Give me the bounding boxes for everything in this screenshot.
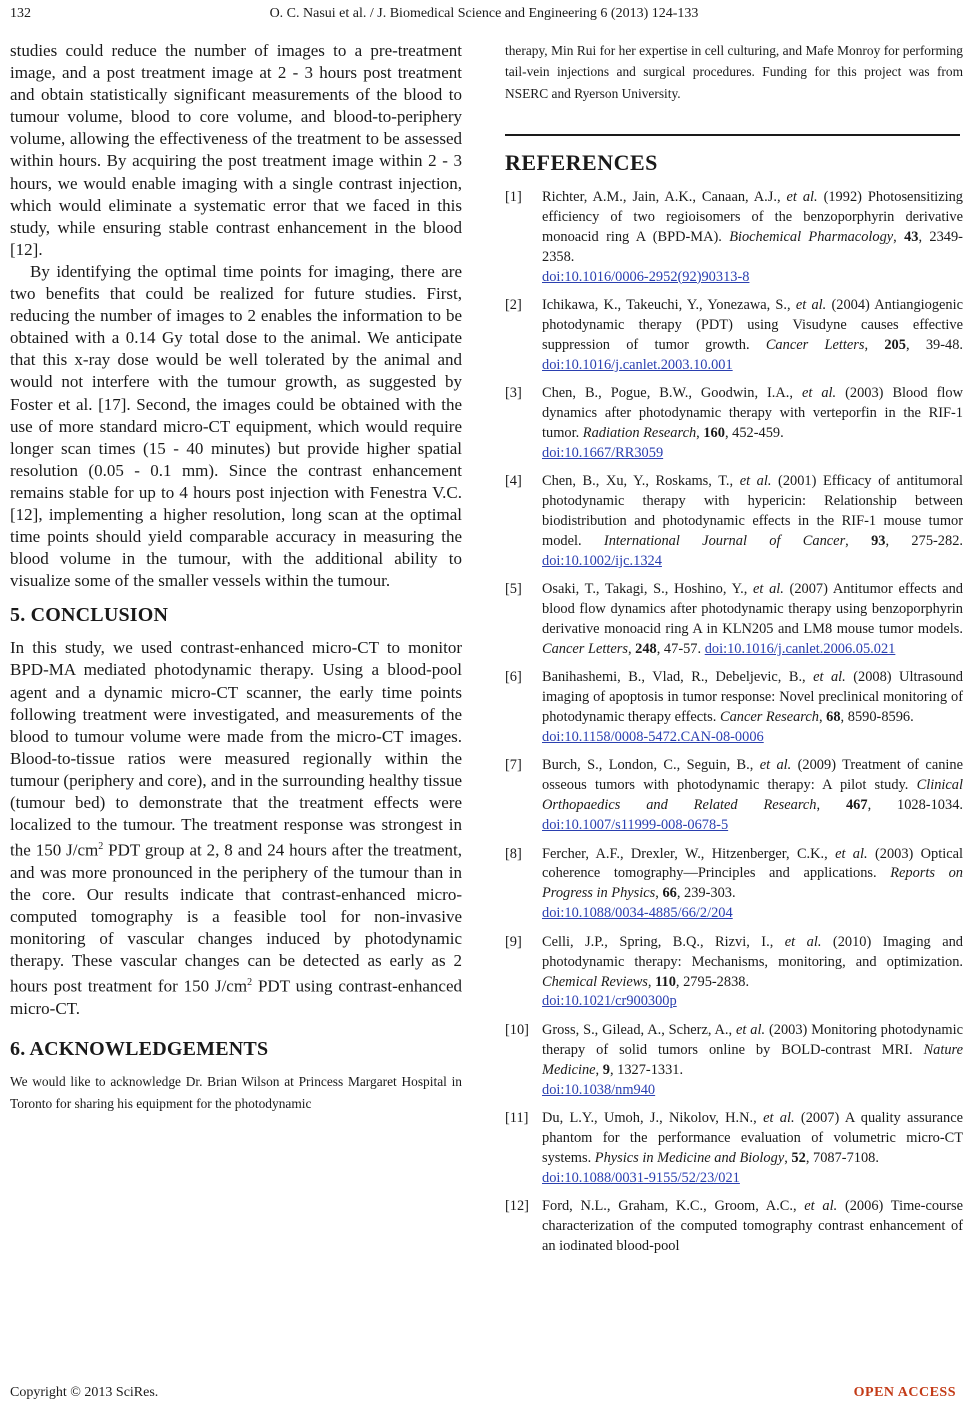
reference-authors: Gross, S., Gilead, A., Scherz, A., <box>542 1021 736 1038</box>
reference-pages: , 8590-8596. <box>840 709 914 726</box>
reference-pages: , 1028-1034. <box>867 797 963 814</box>
reference-title: (2008) Ultrasound imaging of apoptosis in tumor response: Novel preclinical monitoring of photodynamic therapy effects. <box>542 669 964 726</box>
reference-separator: , <box>816 797 846 814</box>
reference-item <box>505 1021 963 1101</box>
reference-separator: , <box>647 973 656 990</box>
page-header <box>0 0 968 30</box>
reference-title: (2004) Antiangiogenic photodynamic therapy (PDT) using Visudyne causes effective suppression of tumor growth. <box>542 296 963 353</box>
discussion-paragraph-2: By identifying the optimal time points for imaging, there are two benefits that could be realized for future studies. First, reducing the number of images to 2 enables the information to be obtained with a 0.14 Gy total dose to the animal. We anticipate that this x-ray dose would be well tolerated by the animal and would not interfere with the tumour growth, as suggested by Foster et al. [17]. Second, the images could be obtained with the use of more standard micro-CT equipment, which would require longer scan times (15 - 40 minutes) but provide higher spatial resolution (0.05 - 0.1 mm). Since the contrast enhancement remains stable for up to 4 hours post injection with Fenestra V.C. [12], implementing a higher resolution, long scan at the optimal time points should yield comparable accuracy in measuring the blood volume in the tumour, with the additional ability to visualize some of the smaller vessels within the tumour. <box>10 261 462 591</box>
reference-title: (2007) Antitumor effects and blood flow dynamics after photodynamic therapy using benzoporphyrin derivative monoacid ring A in KLN205 and LM8 mouse tumor models. <box>542 581 964 638</box>
reference-doi-link[interactable]: doi:10.1016/0006-2952(92)90313-8 <box>542 268 750 285</box>
reference-etal: et al. <box>784 933 822 950</box>
reference-etal: et al. <box>801 385 837 402</box>
reference-journal: Reports on Progress in Physics <box>542 865 963 902</box>
reference-etal: et al. <box>835 845 868 862</box>
reference-item <box>505 668 963 748</box>
reference-title: (1992) Photosensitizing efficiency of two regioisomers of the benzoporphyrin derivative monoacid ring A (BPD-MA). <box>542 188 964 245</box>
copyright-notice: Copyright © 2013 SciRes. <box>10 1385 159 1400</box>
reference-volume: 160 <box>703 424 725 441</box>
reference-separator: , <box>845 532 872 549</box>
reference-item <box>505 1109 963 1189</box>
reference-number: [8] <box>505 845 522 862</box>
open-access-badge: OPEN ACCESS <box>853 1385 956 1400</box>
reference-item <box>505 472 963 572</box>
conclusion-heading: 5. CONCLUSION <box>10 604 169 627</box>
reference-number: [2] <box>505 296 522 313</box>
reference-volume: 43 <box>904 228 919 245</box>
reference-volume: 9 <box>602 1061 610 1078</box>
reference-item <box>505 756 963 836</box>
reference-number: [5] <box>505 581 522 598</box>
right-column <box>505 40 963 1265</box>
reference-pages: , 239-303. <box>676 885 736 902</box>
acknowledgements-heading: 6. ACKNOWLEDGEMENTS <box>10 1038 269 1061</box>
reference-volume: 52 <box>791 1149 806 1166</box>
reference-doi-link[interactable]: doi:10.1016/j.canlet.2006.05.021 <box>704 640 896 657</box>
reference-title: (2003) Blood flow dynamics after photodynamic therapy with verteporfin in the RIF-1 tumor. <box>542 385 963 441</box>
acknowledgements-text: We would like to acknowledge Dr. Brian Wilson at Princess Margaret Hospital in Toronto for sharing his equipment for the photodynamic <box>10 1074 462 1111</box>
reference-doi-link[interactable]: doi:10.1002/ijc.1324 <box>542 552 662 569</box>
reference-title: (2010) Imaging and photodynamic therapy: Mechanisms, monitoring, and optimization. <box>542 933 963 970</box>
reference-volume: 66 <box>662 885 677 902</box>
reference-etal: et al. <box>813 669 846 686</box>
reference-separator: , <box>655 885 663 902</box>
reference-etal: et al. <box>804 1198 838 1215</box>
reference-doi-link[interactable]: doi:10.1088/0034-4885/66/2/204 <box>542 905 733 922</box>
reference-item <box>505 1197 963 1257</box>
reference-volume: 110 <box>655 973 676 990</box>
reference-pages: , 452-459. <box>724 424 784 441</box>
reference-pages: , 275-282. <box>885 532 963 549</box>
reference-etal: et al. <box>753 581 784 598</box>
reference-journal: Cancer Research <box>719 709 819 726</box>
reference-item <box>505 384 963 464</box>
reference-pages: , 47-57. <box>656 640 705 657</box>
reference-item <box>505 580 963 660</box>
reference-doi-link[interactable]: doi:10.1021/cr900300p <box>542 993 677 1010</box>
references-heading: REFERENCES <box>505 149 658 175</box>
reference-separator: , <box>627 640 636 657</box>
reference-etal: et al. <box>736 1021 766 1038</box>
reference-title: (2001) Efficacy of antitumoral photodynamic therapy with hypericin: Relationship between biodistribution and photodynamic effects in the RIF-1 mouse tumor model. <box>542 473 963 549</box>
reference-etal: et al. <box>795 296 827 313</box>
reference-journal: Cancer Letters <box>765 336 865 353</box>
reference-journal: Biochemical Pharmacology <box>729 228 894 245</box>
reference-doi-link[interactable]: doi:10.1007/s11999-008-0678-5 <box>542 817 729 834</box>
reference-authors: Celli, J.P., Spring, B.Q., Rizvi, I., <box>542 933 785 950</box>
reference-separator: , <box>864 336 885 353</box>
reference-separator: , <box>818 709 827 726</box>
left-column <box>10 40 462 1114</box>
reference-number: [1] <box>505 188 522 205</box>
reference-number: [12] <box>505 1198 529 1215</box>
page-footer <box>0 1385 968 1409</box>
reference-doi-link[interactable]: doi:10.1158/0008-5472.CAN-08-0006 <box>542 729 764 746</box>
reference-journal: Cancer Letters <box>542 640 628 657</box>
reference-number: [3] <box>505 385 522 402</box>
reference-item <box>505 845 963 925</box>
reference-volume: 93 <box>871 532 886 549</box>
reference-pages: , 1327-1331. <box>609 1061 684 1078</box>
reference-doi-link[interactable]: doi:10.1667/RR3059 <box>542 444 664 461</box>
reference-journal: Radiation Research <box>582 424 697 441</box>
reference-journal: Physics in Medicine and Biology <box>594 1149 785 1166</box>
reference-authors: Osaki, T., Takagi, S., Hoshino, Y., <box>542 581 753 598</box>
reference-number: [6] <box>505 669 522 686</box>
running-title: O. C. Nasui et al. / J. Biomedical Science and Engineering 6 (2013) 124-133 <box>269 6 699 21</box>
reference-authors: Fercher, A.F., Drexler, W., Hitzenberger, C.K., <box>542 845 836 862</box>
reference-journal: Chemical Reviews <box>542 973 648 990</box>
acknowledgements-continued: therapy, Min Rui for her expertise in cell culturing, and Mafe Monroy for performing tail-vein injections and surgical procedures. Funding for this project was from NSERC and Ryerson University. <box>505 43 963 101</box>
reference-number: [11] <box>505 1109 529 1126</box>
reference-separator: , <box>784 1149 792 1166</box>
reference-item <box>505 296 963 376</box>
reference-pages: , 39-48. <box>905 336 963 353</box>
reference-authors: Ichikawa, K., Takeuchi, Y., Yonezawa, S., <box>542 296 796 313</box>
reference-title: (2009) Treatment of canine osseous tumors with photodynamic therapy: A pilot study. <box>542 757 963 794</box>
reference-separator: , <box>595 1061 603 1078</box>
reference-item <box>505 188 963 288</box>
reference-doi-link[interactable]: doi:10.1088/0031-9155/52/23/021 <box>542 1169 740 1186</box>
reference-number: [9] <box>505 933 522 950</box>
reference-doi-link[interactable]: doi:10.1016/j.canlet.2003.10.001 <box>542 356 733 373</box>
reference-pages: , 2795-2838. <box>675 973 750 990</box>
reference-etal: et al. <box>759 757 792 774</box>
page-number: 132 <box>10 6 31 21</box>
reference-authors: Chen, B., Xu, Y., Roskams, T., <box>542 473 740 490</box>
reference-title: (2007) A quality assurance phantom for the performance evaluation of volumetric micro-CT systems. <box>542 1109 963 1166</box>
reference-etal: et al. <box>739 473 772 490</box>
reference-journal: Clinical Orthopaedics and Related Research <box>542 777 963 814</box>
reference-etal: et al. <box>786 188 818 205</box>
reference-volume: 68 <box>826 709 841 726</box>
discussion-paragraph-1: studies could reduce the number of images to a pre-treatment image, and a post treatment image at 2 - 3 hours post treatment and obtain statistically significant measurements of the blood to tumour volume, blood to core volume, and blood-to-periphery volume, allowing the effectiveness of the treatment to be assessed within hours. By acquiring the post treatment image within 2 - 3 hours, we would enable imaging with a single contrast injection, which would eliminate a systematic error that we faced in this study, while ensuring stable contrast enhancement in the blood [12]. <box>10 41 462 259</box>
reference-title: (2006) Time-course characterization of the computed tomography contrast enhancement of an iodinated blood-pool <box>542 1198 963 1254</box>
reference-authors: Banihashemi, B., Vlad, R., Debeljevic, B., <box>542 669 814 686</box>
reference-authors: Ford, N.L., Graham, K.C., Groom, A.C., <box>542 1198 805 1215</box>
reference-number: [10] <box>505 1021 529 1038</box>
conclusion-paragraph: In this study, we used contrast-enhanced micro-CT to monitor BPD-MA mediated photodynamic therapy. Using a blood-pool agent and a dynamic micro-CT scanner, the early time points following treatment were investigated, and measurements of the blood to tumour volume were made from the micro-CT images. Blood-to-tissue ratios were measured regionally within the tumour (periphery and core), and in the surrounding healthy tissue (tumour bed) to demonstrate that the treatment effects were localized to the tumour. The treatment response was strongest in the 150 $J/cm^2$ PDT group at 2, 8 and 24 hours after the treatment, and was more pronounced in the periphery of the tumour than in the core. Our results indicate that contrast-enhanced micro-computed tomography is a feasible tool for non-invasive monitoring of vascular changes induced by photodynamic therapy. These vascular changes can be detected as early as 2 hours post treatment for 150 $J/cm^2$ PDT using contrast-enhanced micro-CT. <box>10 638 462 1019</box>
reference-item <box>505 933 963 1013</box>
reference-etal: et al. <box>763 1109 795 1126</box>
reference-title: (2003) Optical coherence tomography—Principles and applications. <box>542 845 964 882</box>
reference-authors: Burch, S., London, C., Seguin, B., <box>542 757 760 774</box>
reference-pages: , 2349-2358. <box>542 228 963 265</box>
reference-authors: Du, L.Y., Umoh, J., Nikolov, H.N., <box>542 1109 764 1126</box>
reference-volume: 248 <box>635 640 657 657</box>
reference-authors: Richter, A.M., Jain, A.K., Canaan, A.J., <box>542 188 787 205</box>
reference-pages: , 7087-7108. <box>805 1149 879 1166</box>
reference-separator: , <box>893 228 905 245</box>
reference-journal: Nature Medicine <box>542 1041 963 1078</box>
reference-title: (2003) Monitoring photodynamic therapy of solid tumors online by BOLD-contrast MRI. <box>542 1021 963 1058</box>
reference-authors: Chen, B., Pogue, B.W., Goodwin, I.A., <box>542 385 802 402</box>
reference-volume: 205 <box>884 336 906 353</box>
section-divider <box>505 134 960 136</box>
reference-volume: 467 <box>845 797 868 814</box>
reference-journal: International Journal of Cancer <box>603 532 846 549</box>
reference-separator: , <box>696 424 704 441</box>
references-list <box>505 188 963 1257</box>
reference-number: [7] <box>505 757 522 774</box>
reference-doi-link[interactable]: doi:10.1038/nm940 <box>542 1081 656 1098</box>
reference-number: [4] <box>505 473 522 490</box>
